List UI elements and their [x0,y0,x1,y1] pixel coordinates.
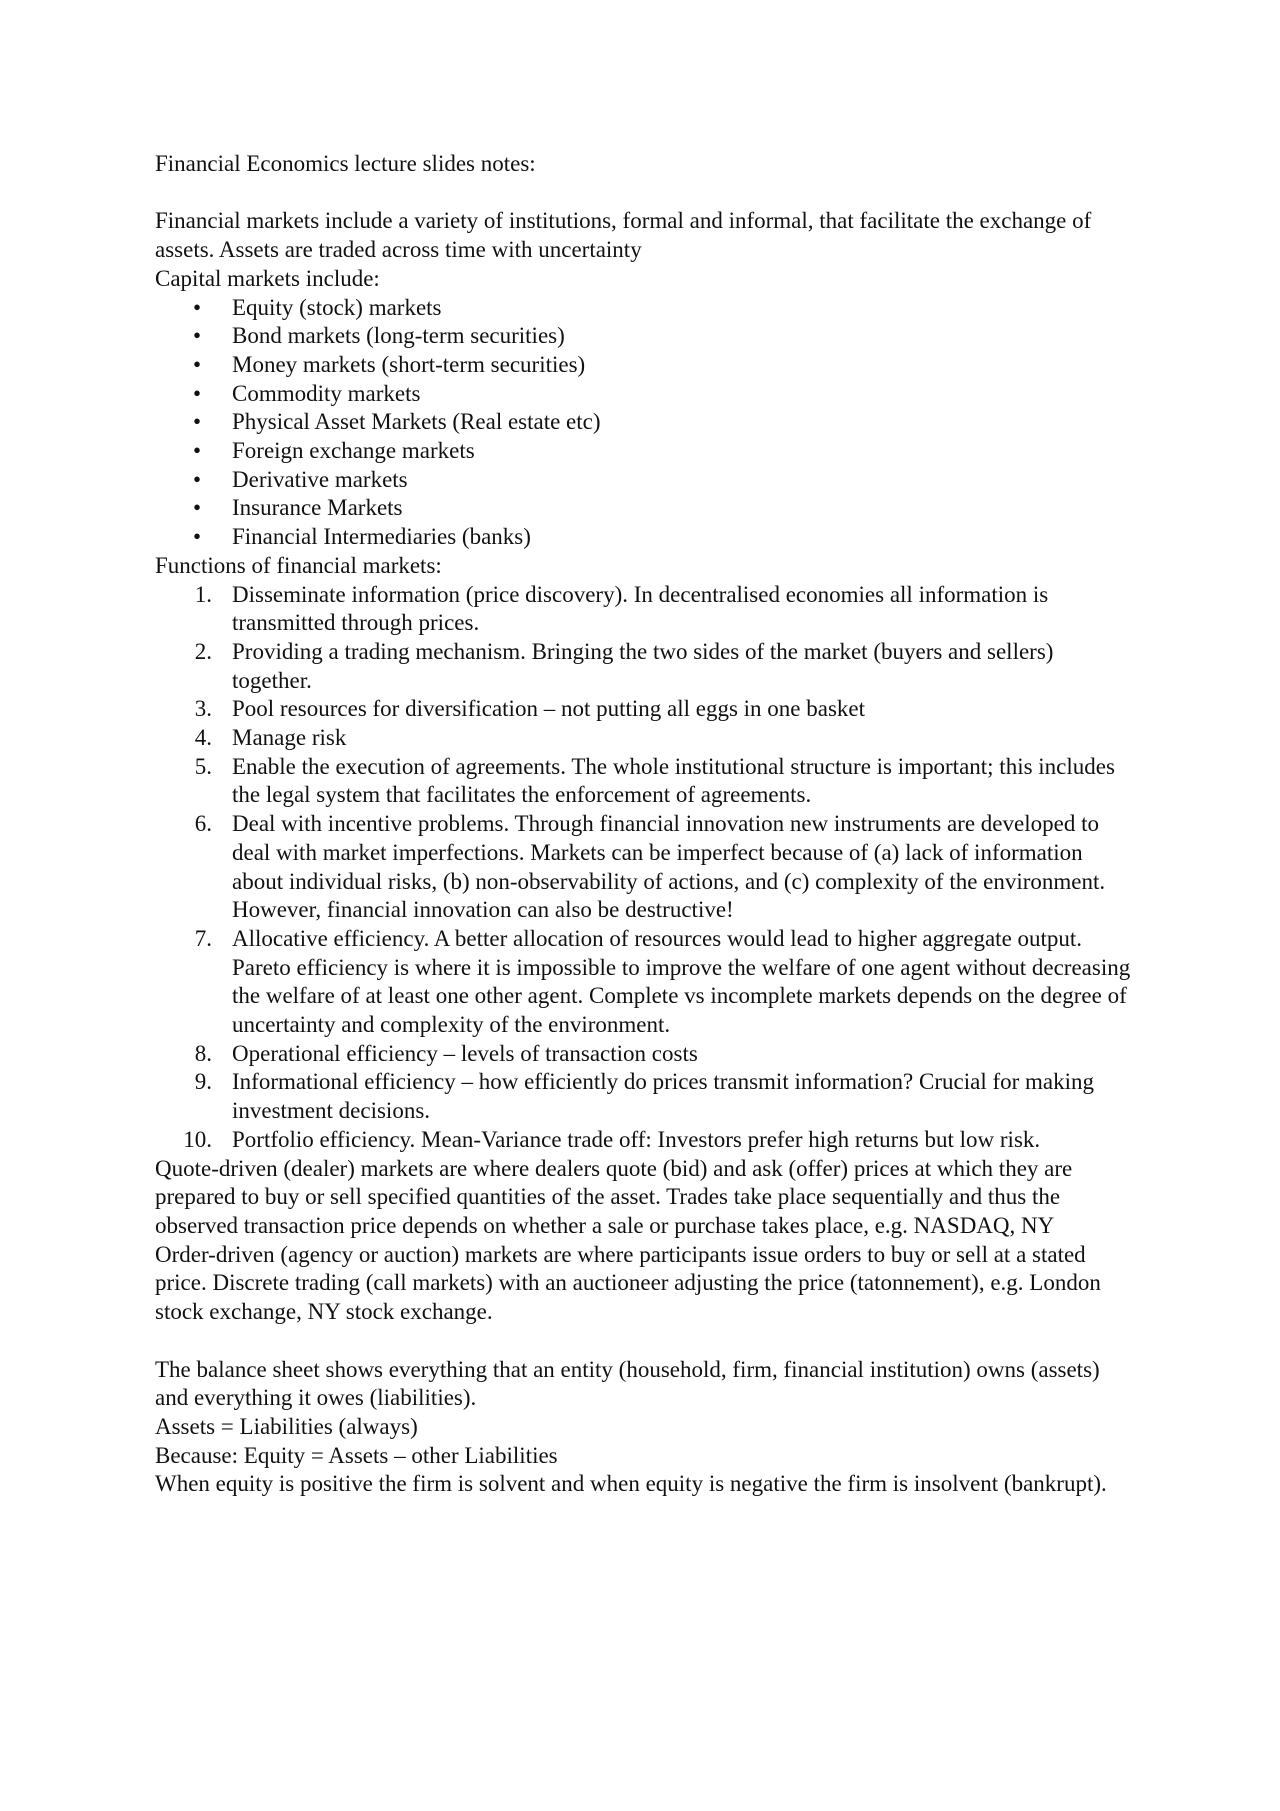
function-number: 5. [194,753,212,779]
capital-market-item [155,494,1135,523]
bullet-marker: • [193,495,202,521]
functions-heading: Functions of financial markets: [155,552,442,578]
function-number: 1. [194,581,212,607]
function-item [155,581,1135,638]
function-text: Operational efficiency – levels of transaction costs [232,1040,698,1066]
equity-equation: Because: Equity = Assets – other Liabilities [155,1442,558,1468]
capital-market-text: Bond markets (long-term securities) [232,323,565,349]
capital-market-text: Money markets (short-term securities) [232,351,586,377]
capital-market-item [155,294,1135,323]
assets-equation: Assets = Liabilities (always) [155,1413,418,1439]
capital-market-item [155,380,1135,409]
capital-market-item [155,437,1135,466]
function-text: Pool resources for diversification – not putting all eggs in one basket [232,696,866,722]
solvency-paragraph: When equity is positive the firm is solvent and when equity is negative the firm is insolvent (bankrupt). [155,1471,1107,1497]
function-number: 3. [194,696,212,722]
capital-markets-list [155,294,1135,552]
function-text: Enable the execution of agreements. The whole institutional structure is important; this includes the legal system that facilitates the enforcement of agreements. [232,753,1115,808]
function-number: 6. [194,811,212,837]
capital-market-text: Insurance Markets [232,495,403,521]
bullet-marker: • [193,409,202,435]
function-text: Disseminate information (price discovery). In decentralised economies all information is transmitted through prices. [232,581,1049,636]
blank-line [155,1327,1135,1356]
function-item [155,1126,1135,1155]
intro-paragraph: Financial markets include a variety of institutions, formal and informal, that facilitate the exchange of assets. Assets are traded across time with uncertainty [155,208,1092,263]
function-item [155,724,1135,753]
function-item [155,925,1135,1040]
function-item [155,1040,1135,1069]
function-number: 7. [194,925,212,951]
document-title: Financial Economics lecture slides notes: [155,151,536,176]
quote-driven-paragraph: Quote-driven (dealer) markets are where dealers quote (bid) and ask (offer) prices at which they are prepared to buy or sell specified quantities of the asset. Trades take place sequentially and thus the observed transaction price depends on whether a sale or purchase takes place, e.g. NASDAQ, NY [155,1155,1073,1238]
order-driven-paragraph: Order-driven (agency or auction) markets are where participants issue orders to buy or sell at a stated price. Discrete trading (call markets) with an auctioneer adjusting the price (tatonnement), e.g. London stock exchange, NY stock exchange. [155,1241,1101,1325]
capital-market-item [155,322,1135,351]
function-text: Informational efficiency – how efficiently do prices transmit information? Crucial for making investment decisions. [232,1069,1095,1124]
document-page [155,150,1135,1499]
capital-market-text: Foreign exchange markets [232,438,475,464]
bullet-marker: • [193,351,202,377]
capital-market-text: Equity (stock) markets [232,294,442,320]
function-text: Deal with incentive problems. Through financial innovation new instruments are developed to deal with market imperfections. Markets can be imperfect because of (a) lack of information about individual risks, (b) non-observability of actions, and (c) complexity of the environment. However, financial innovation can also be destructive! [232,811,1106,923]
bullet-marker: • [193,524,202,550]
function-number: 9. [194,1069,212,1095]
capital-market-item [155,523,1135,552]
capital-market-text: Commodity markets [232,380,421,406]
function-number: 8. [194,1040,212,1066]
function-item [155,638,1135,695]
function-item [155,753,1135,810]
function-text: Providing a trading mechanism. Bringing the two sides of the market (buyers and sellers) together. [232,638,1054,693]
bullet-marker: • [193,438,202,464]
capital-market-text: Financial Intermediaries (banks) [232,524,531,550]
functions-list [155,581,1135,1155]
function-number: 2. [194,638,212,664]
function-item [155,695,1135,724]
capital-markets-heading: Capital markets include: [155,265,380,291]
bullet-marker: • [193,323,202,349]
capital-market-text: Derivative markets [232,466,408,492]
function-text: Allocative efficiency. A better allocation of resources would lead to higher aggregate output. Pareto efficiency is where it is impossible to improve the welfare of one agent without decreasing the welfare of at least one other agent. Complete vs incomplete markets depends on the degree of uncertainty and complexity of the environment. [232,925,1131,1038]
capital-market-item [155,466,1135,495]
capital-market-text: Physical Asset Markets (Real estate etc) [232,409,601,435]
bullet-marker: • [193,380,202,406]
blank-line [155,179,1135,208]
function-item [155,810,1135,925]
function-text: Portfolio efficiency. Mean-Variance trade off: Investors prefer high returns but low risk. [232,1126,1041,1152]
capital-market-item [155,351,1135,380]
balance-sheet-paragraph: The balance sheet shows everything that an entity (household, firm, financial institution) owns (assets) and everything it owes (liabilities). [155,1356,1100,1411]
bullet-marker: • [193,294,202,320]
function-item [155,1068,1135,1125]
function-text: Manage risk [232,725,347,751]
function-number: 10. [183,1126,212,1152]
function-number: 4. [194,725,212,751]
capital-market-item [155,408,1135,437]
bullet-marker: • [193,466,202,492]
